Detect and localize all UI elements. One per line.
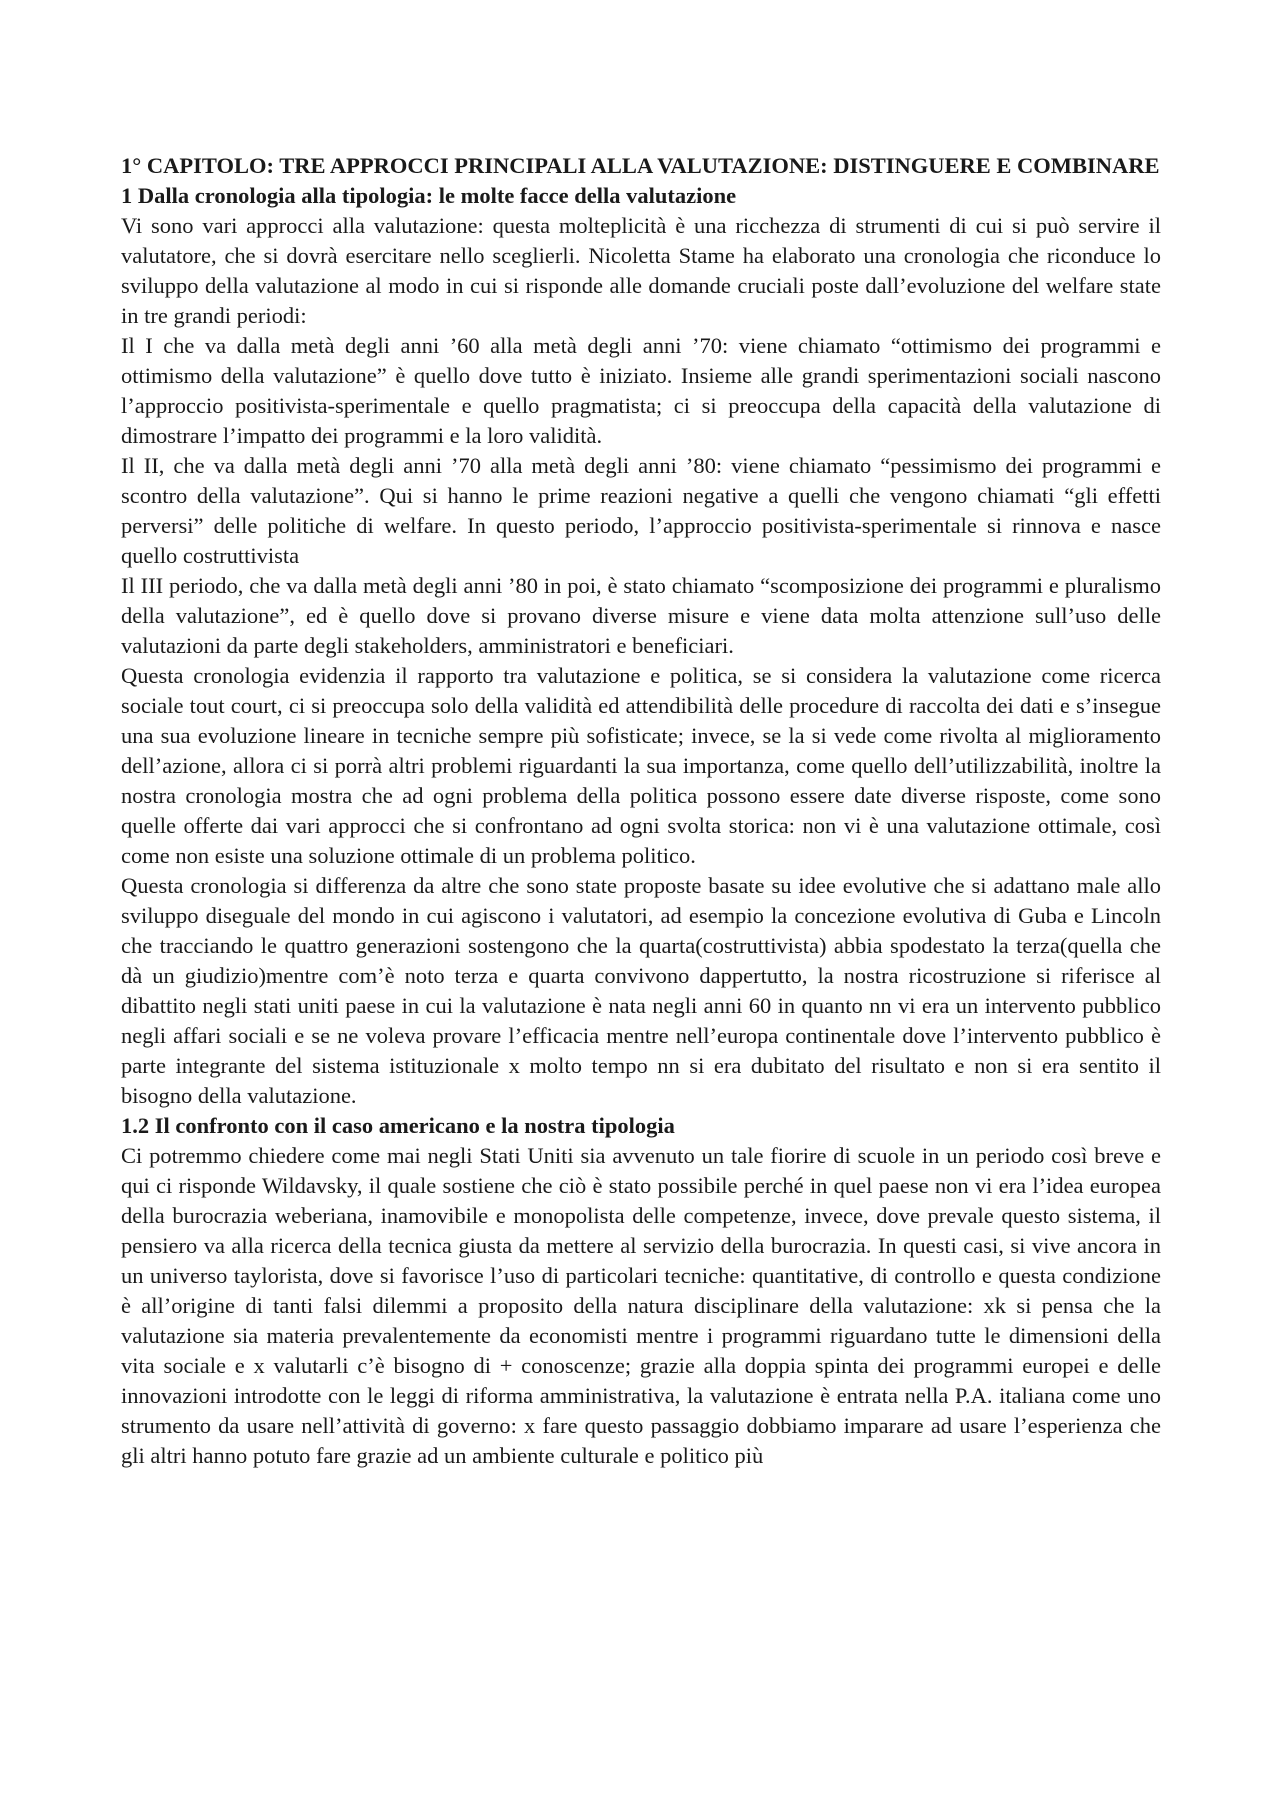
paragraph: Il I che va dalla metà degli anni ’60 alla metà degli anni ’70: viene chiamato “ottimismo dei programmi e ottimismo della valutazione” è quello dove tutto è iniziato. Insieme alle grandi sperimentazioni sociali nascono l’approccio positivista-sperimentale e quello pragmatista; ci si preoccupa della capacità della valutazione di dimostrare l’impatto dei programmi e la loro validità.: [121, 333, 1161, 448]
document-body: [121, 151, 1161, 1471]
section-heading: 1.2 Il confronto con il caso americano e la nostra tipologia: [121, 1113, 675, 1138]
paragraph: Ci potremmo chiedere come mai negli Stati Uniti sia avvenuto un tale fiorire di scuole in un periodo così breve e qui ci risponde Wildavsky, il quale sostiene che ciò è stato possibile perché in quel paese non vi era l’idea europea della burocrazia weberiana, inamovibile e monopolista delle competenze, invece, dove prevale questo sistema, il pensiero va alla ricerca della tecnica giusta da mettere al servizio della burocrazia. In questi casi, si vive ancora in un universo taylorista, dove si favorisce l’uso di particolari tecniche: quantitative, di controllo e questa condizione è all’origine di tanti falsi dilemmi a proposito della natura disciplinare della valutazione: xk si pensa che la valutazione sia materia prevalentemente da economisti mentre i programmi riguardano tutte le dimensioni della vita sociale e x valutarli c’è bisogno di + conoscenze; grazie alla doppia spinta dei programmi europei e delle innovazioni introdotte con le leggi di riforma amministrativa, la valutazione è entrata nella P.A. italiana come uno strumento da usare nell’attività di governo: x fare questo passaggio dobbiamo imparare ad usare l’esperienza che gli altri hanno potuto fare grazie ad un ambiente culturale e politico più: [121, 1143, 1161, 1468]
paragraph: Il II, che va dalla metà degli anni ’70 alla metà degli anni ’80: viene chiamato “pessimismo dei programmi e scontro della valutazione”. Qui si hanno le prime reazioni negative a quelli che vengono chiamati “gli effetti perversi” delle politiche di welfare. In questo periodo, l’approccio positivista-sperimentale si rinnova e nasce quello costruttivista: [121, 453, 1161, 568]
paragraph: Il III periodo, che va dalla metà degli anni ’80 in poi, è stato chiamato “scomposizione dei programmi e pluralismo della valutazione”, ed è quello dove si provano diverse misure e viene data molta attenzione sull’uso delle valutazioni da parte degli stakeholders, amministratori e beneficiari.: [121, 573, 1161, 658]
paragraph: Questa cronologia evidenzia il rapporto tra valutazione e politica, se si considera la valutazione come ricerca sociale tout court, ci si preoccupa solo della validità ed attendibilità delle procedure di raccolta dei dati e s’insegue una sua evoluzione lineare in tecniche sempre più sofisticate; invece, se la si vede come rivolta al miglioramento dell’azione, allora ci si porrà altri problemi riguardanti la sua importanza, come quello dell’utilizzabilità, inoltre la nostra cronologia mostra che ad ogni problema della politica possono essere date diverse risposte, come sono quelle offerte dai vari approcci che si confrontano ad ogni svolta storica: non vi è una valutazione ottimale, così come non esiste una soluzione ottimale di un problema politico.: [121, 663, 1161, 868]
section-heading: 1 Dalla cronologia alla tipologia: le molte facce della valutazione: [121, 183, 737, 208]
paragraph: Questa cronologia si differenza da altre che sono state proposte basate su idee evolutive che si adattano male allo sviluppo diseguale del mondo in cui agiscono i valutatori, ad esempio la concezione evolutiva di Guba e Lincoln che tracciando le quattro generazioni sostengono che la quarta(costruttivista) abbia spodestato la terza(quella che dà un giudizio)mentre com’è noto terza e quarta convivono dappertutto, la nostra ricostruzione si riferisce al dibattito negli stati uniti paese in cui la valutazione è nata negli anni 60 in quanto nn vi era un intervento pubblico negli affari sociali e se ne voleva provare l’efficacia mentre nell’europa continentale dove l’intervento pubblico è parte integrante del sistema istituzionale x molto tempo nn si era dubitato del risultato e non si era sentito il bisogno della valutazione.: [121, 873, 1161, 1108]
chapter-title: 1° CAPITOLO: TRE APPROCCI PRINCIPALI ALLA VALUTAZIONE: DISTINGUERE E COMBINARE: [121, 153, 1160, 178]
paragraph: Vi sono vari approcci alla valutazione: questa molteplicità è una ricchezza di strumenti di cui si può servire il valutatore, che si dovrà esercitare nello sceglierli. Nicoletta Stame ha elaborato una cronologia che riconduce lo sviluppo della valutazione al modo in cui si risponde alle domande cruciali poste dall’evoluzione del welfare state in tre grandi periodi:: [121, 213, 1161, 328]
